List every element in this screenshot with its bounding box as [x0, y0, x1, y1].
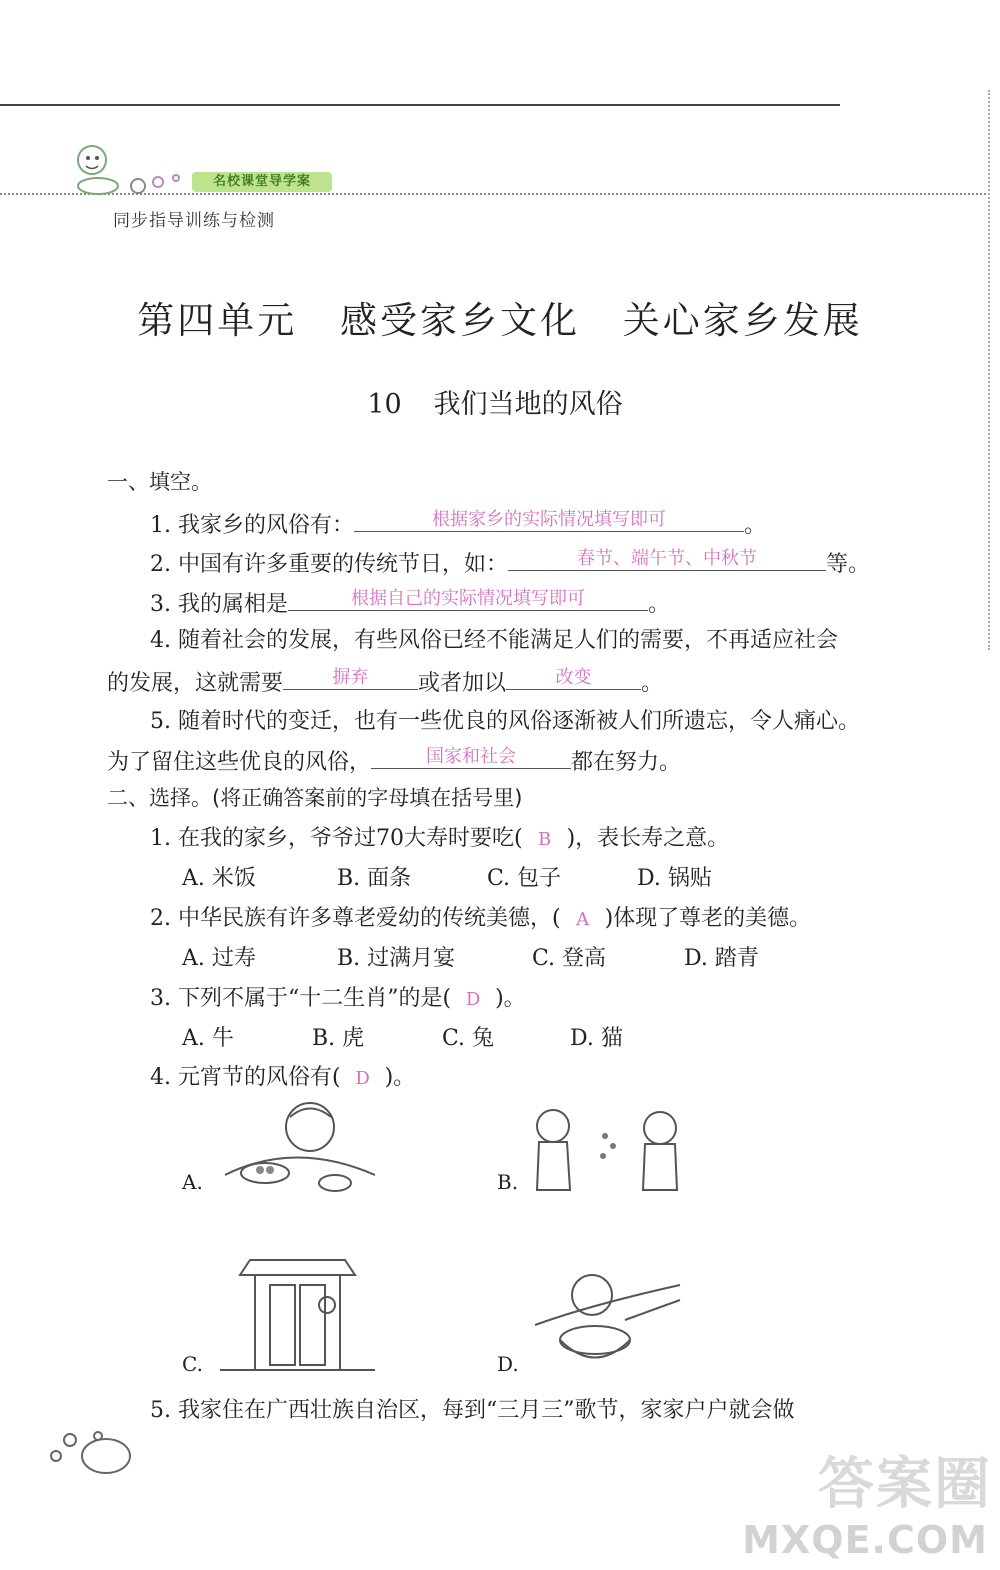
question-1-1 [150, 505, 766, 539]
question-2-3 [150, 981, 526, 1012]
question-text: 的发展，这就需要 [107, 671, 284, 696]
question-text: )，表长寿之意。 [566, 826, 730, 851]
lesson-number: 10 [367, 389, 402, 420]
question-text: 。 [743, 513, 766, 538]
unit-theme-1: 感受家乡文化 [340, 299, 580, 342]
answer-paren[interactable]: D [355, 1068, 370, 1089]
top-rule [0, 104, 840, 106]
question-text: 为了留住这些优良的风俗， [107, 750, 372, 775]
tangyuan-bowl-icon [530, 1265, 690, 1375]
answer-blank[interactable]: 国家和社会 [371, 742, 571, 769]
answer-blank[interactable]: 摒弃 [283, 663, 418, 690]
eating-dumplings-icon [215, 1095, 380, 1200]
option-c[interactable]: C. 包子 [487, 866, 562, 891]
question-2-2 [150, 901, 811, 932]
option-a[interactable]: A. 米饭 [182, 866, 256, 891]
lion-dance-icon [525, 1100, 695, 1200]
question-text: 。 [641, 671, 664, 696]
book-title: 同步指导训练与检测 [113, 211, 275, 231]
question-1-5-line-2 [107, 742, 681, 776]
answer-blank[interactable]: 根据自己的实际情况填写即可 [288, 584, 648, 611]
question-text: 。 [647, 592, 670, 617]
answer-paren[interactable]: D [465, 989, 481, 1010]
question-2-4 [150, 1060, 415, 1091]
question-text: 2. 中国有许多重要的传统节日，如： [150, 552, 508, 577]
question-text: )。 [495, 986, 526, 1011]
picture-option-d-label[interactable]: D. [497, 1352, 519, 1376]
question-text: 都在努力。 [571, 750, 682, 775]
question-text: 或者加以 [418, 671, 507, 696]
options-2-3 [182, 1021, 623, 1052]
options-2-2 [182, 941, 759, 972]
option-a[interactable]: A. 过寿 [182, 946, 256, 971]
answer-paren[interactable]: A [576, 909, 590, 930]
question-2-5-line-1: 5. 我家住在广西壮族自治区，每到“三月三”歌节，家家户户就会做 [150, 1398, 795, 1423]
question-text: 3. 下列不属于“十二生肖”的是( [150, 986, 452, 1011]
option-b[interactable]: B. 虎 [312, 1026, 365, 1051]
answer-blank[interactable]: 根据家乡的实际情况填写即可 [354, 505, 744, 532]
question-1-5-line-1: 5. 随着时代的变迁，也有一些优良的风俗逐渐被人们所遗忘，令人痛心。 [150, 709, 860, 734]
unit-title [0, 290, 1000, 344]
question-1-4-line-2 [107, 663, 663, 697]
question-text: 1. 我家乡的风俗有： [150, 513, 354, 538]
question-text: 2. 中华民族有许多尊老爱幼的传统美德，( [150, 906, 561, 931]
book-banner: 名校课堂导学案 [192, 172, 332, 192]
picture-option-a-label[interactable]: A. [182, 1170, 203, 1194]
option-b[interactable]: B. 过满月宴 [337, 946, 456, 971]
option-d[interactable]: D. 锅贴 [637, 866, 712, 891]
option-c[interactable]: C. 兔 [442, 1026, 495, 1051]
option-c[interactable]: C. 登高 [532, 946, 607, 971]
page-edge-dots [988, 90, 996, 650]
lesson-name: 我们当地的风俗 [433, 389, 623, 420]
question-text: 1. 在我的家乡，爷爷过70大寿时要吃( [150, 826, 523, 851]
option-a[interactable]: A. 牛 [182, 1026, 234, 1051]
option-b[interactable]: B. 面条 [337, 866, 412, 891]
watermark-logo: 答案圈 [818, 1452, 992, 1517]
cartoon-logo-icon [68, 142, 188, 198]
question-text: )体现了尊老的美德。 [604, 906, 812, 931]
unit-theme-2: 关心家乡发展 [622, 299, 863, 342]
section-1-title: 一、填空。 [107, 470, 212, 494]
option-d[interactable]: D. 猫 [570, 1026, 623, 1051]
question-2-1 [150, 821, 729, 852]
option-d[interactable]: D. 踏青 [684, 946, 759, 971]
options-2-1 [182, 861, 712, 892]
spring-couplets-door-icon [215, 1245, 380, 1375]
answer-blank[interactable]: 春节、端午节、中秋节 [508, 544, 826, 571]
section-2-title: 二、选择。(将正确答案前的字母填在括号里) [107, 786, 523, 810]
question-text: 等。 [826, 552, 871, 577]
question-text: 4. 元宵节的风俗有( [150, 1065, 341, 1090]
question-1-4-line-1: 4. 随着社会的发展，有些风俗已经不能满足人们的需要，不再适应社会 [150, 628, 838, 653]
picture-option-c-label[interactable]: C. [182, 1352, 203, 1376]
question-text: )。 [384, 1065, 416, 1090]
answer-blank[interactable]: 改变 [506, 663, 641, 690]
watermark-url: MXQE.COM [742, 1518, 988, 1562]
lesson-title [0, 382, 990, 421]
unit-number: 第四单元 [137, 299, 298, 342]
bubbles-decoration-icon [48, 1428, 138, 1478]
question-text: 3. 我的属相是 [150, 592, 288, 617]
picture-option-b-label[interactable]: B. [497, 1170, 519, 1194]
answer-paren[interactable]: B [537, 829, 552, 850]
question-1-2 [150, 544, 870, 578]
question-1-3 [150, 584, 670, 618]
